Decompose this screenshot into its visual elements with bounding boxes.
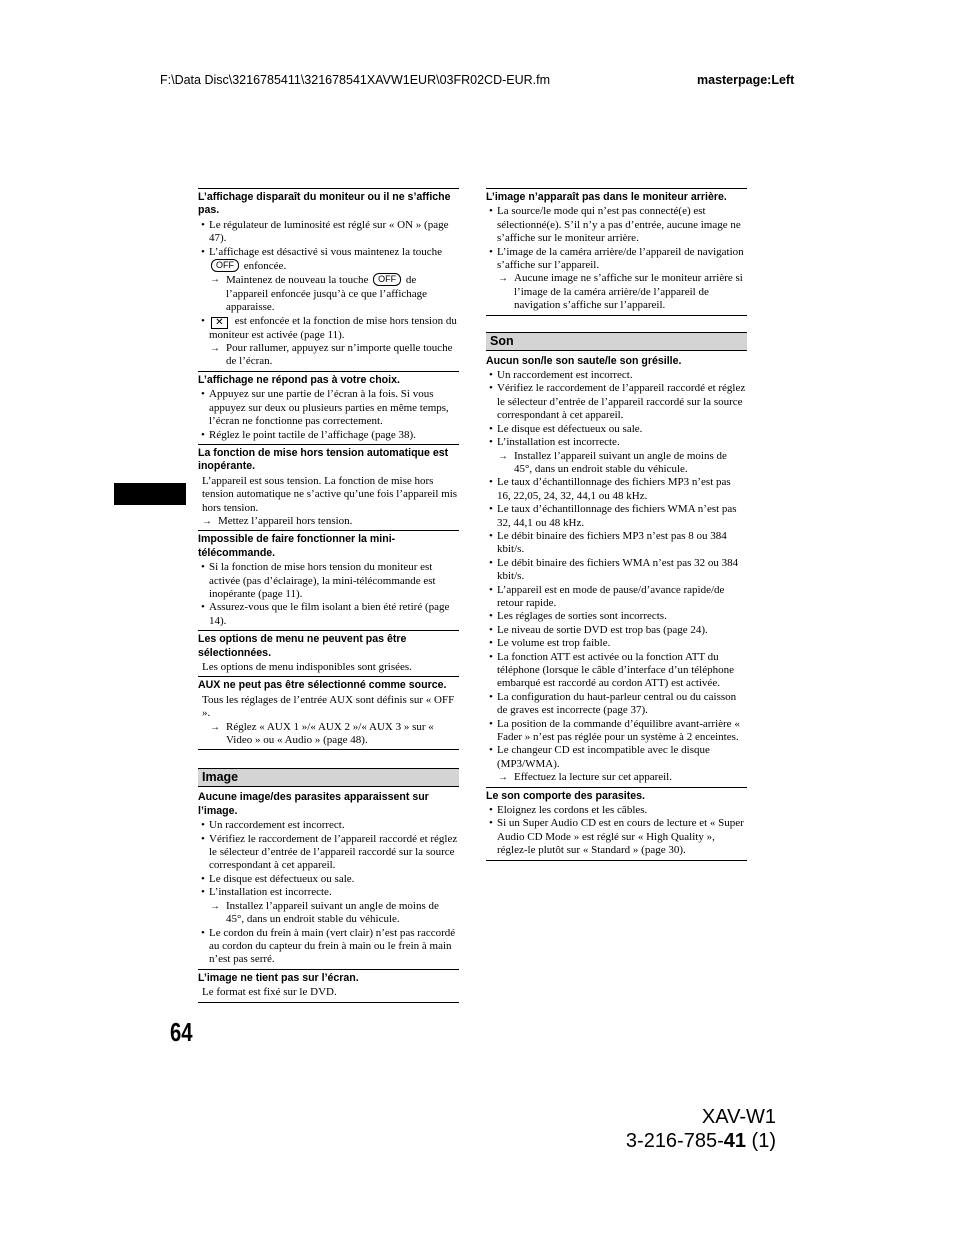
entry-title: L’image n’apparaît pas dans le moniteur arrière. <box>486 191 727 203</box>
list-item: • La configuration du haut-parleur central ou du caisson de graves est incorrecte (page 37). <box>486 691 747 718</box>
list-item: • L’installation est incorrecte. <box>486 436 747 449</box>
list-item: • L’appareil est en mode de pause/d’avance rapide/de retour rapide. <box>486 584 747 611</box>
arrow-item: → Aucune image ne s’affiche sur le moniteur arrière si l’image de la caméra arrière/de l’appareil de navigation s’affiche sur l’appareil. <box>486 272 747 312</box>
paragraph: Les options de menu indisponibles sont grisées. <box>202 661 412 673</box>
section-heading-image: Image <box>198 768 459 787</box>
item-text: Maintenez de nouveau la touche <box>226 274 369 287</box>
arrow-item <box>198 273 459 314</box>
arrow-item: → Mettez l’appareil hors tension. <box>198 515 459 528</box>
part-code-bold: 41 <box>723 1130 746 1152</box>
list-item: • Le niveau de sortie DVD est trop bas (page 24). <box>486 624 747 637</box>
list-item: • L’image de la caméra arrière/de l’appareil de navigation s’affiche sur l’appareil. <box>486 246 747 273</box>
list-item: • Si la fonction de mise hors tension du moniteur est activée (pas d’éclairage), la mini-télécommande est inopérante (page 11). <box>198 561 459 601</box>
arrow-item: → Réglez « AUX 1 »/« AUX 2 »/« AUX 3 » sur « Video » ou « Audio » (page 48). <box>198 721 459 748</box>
chapter-tab-marker <box>114 483 186 505</box>
entry-title: Aucune image/des parasites apparaissent sur l’image. <box>198 791 429 817</box>
list-item: • Les réglages de sorties sont incorrects. <box>486 610 747 623</box>
arrow-item: → Pour rallumer, appuyez sur n’importe quelle touche de l’écran. <box>198 342 459 369</box>
list-item: • Le volume est trop faible. <box>486 637 747 650</box>
list-item: • La fonction ATT est activée ou la fonction ATT du téléphone (lorsque le câble d’interface d’un téléphone embarqué est raccordé au cordon ATT) est activée. <box>486 651 747 691</box>
model-name: XAV-W1 <box>701 1106 776 1128</box>
list-item: • Vérifiez le raccordement de l’appareil raccordé et réglez le sélecteur d’entrée de l’appareil raccordé sur la source correspondant à cet appareil. <box>486 382 747 422</box>
entry-title: L’affichage disparaît du moniteur ou il ne s’affiche pas. <box>198 191 451 217</box>
troubleshoot-entry <box>198 530 459 630</box>
paragraph: Tous les réglages de l’entrée AUX sont définis sur « OFF ». <box>202 693 455 720</box>
list-item: • Un raccordement est incorrect. <box>486 369 747 382</box>
right-column <box>486 188 747 861</box>
troubleshoot-entry <box>198 969 459 1003</box>
entry-title: L’image ne tient pas sur l’écran. <box>198 971 359 984</box>
entry-title: L’affichage ne répond pas à votre choix. <box>198 373 400 386</box>
list-item: • Un raccordement est incorrect. <box>198 819 459 832</box>
entry-title: Aucun son/le son saute/le son grésille. <box>486 354 682 367</box>
list-item: • La position de la commande d’équilibre avant-arrière « Fader » n’est pas réglée pour un système à 2 enceintes. <box>486 718 747 745</box>
list-item: • Eloignez les cordons et les câbles. <box>486 804 747 817</box>
list-item: • Le disque est défectueux ou sale. <box>486 423 747 436</box>
list-item: • Le régulateur de luminosité est réglé sur « ON » (page 47). <box>198 219 459 246</box>
paragraph: L’appareil est sous tension. La fonction de mise hors tension automatique ne s’active qu’une fois l’appareil mis hors tension. <box>202 474 458 514</box>
entry-title: La fonction de mise hors tension automatique est inopérante. <box>198 446 449 473</box>
troubleshoot-entry <box>486 787 747 861</box>
troubleshoot-entry <box>198 371 459 444</box>
list-item: • Le disque est défectueux ou sale. <box>198 873 459 886</box>
arrow-item: → Installez l’appareil suivant un angle de moins de 45°, dans un endroit stable du véhicule. <box>486 450 747 477</box>
troubleshoot-entry <box>198 188 459 371</box>
close-x-icon: ✕ <box>211 317 228 329</box>
list-item: • Le débit binaire des fichiers MP3 n’est pas 8 ou 384 kbit/s. <box>486 530 747 557</box>
header-masterpage: masterpage:Left <box>697 73 795 87</box>
troubleshoot-entry <box>486 353 747 787</box>
list-item: • Si un Super Audio CD est en cours de lecture et « Super Audio CD Mode » est réglé sur « High Quality », réglez-le plutôt sur « Standard » (page 30). <box>486 817 747 857</box>
troubleshoot-entry <box>198 676 459 750</box>
list-item: • Le taux d’échantillonnage des fichiers WMA n’est pas 32, 44,1 ou 48 kHz. <box>486 503 747 530</box>
list-item: • La source/le mode qui n’est pas connecté(e) est sélectionné(e). S’il n’y a pas d’entrée, aucune image ne s’affiche sur le moniteur arrière. <box>486 205 747 245</box>
list-item: • Vérifiez le raccordement de l’appareil raccordé et réglez le sélecteur d’entrée de l’appareil raccordé sur la source correspondant à cet appareil. <box>198 833 459 873</box>
off-key-icon: OFF <box>373 273 401 286</box>
list-item: • L’installation est incorrecte. <box>198 886 459 899</box>
list-item <box>198 315 459 342</box>
left-column <box>198 188 459 1003</box>
item-text: L’affichage est désactivé si vous maintenez la touche <box>209 245 443 258</box>
off-key-icon: OFF <box>211 259 239 272</box>
list-item: • Réglez le point tactile de l’affichage (page 38). <box>198 429 459 442</box>
list-item <box>198 246 459 274</box>
troubleshoot-entry <box>198 789 459 968</box>
item-text: est enfoncée et la fonction de mise hors tension du moniteur est activée (page 11). <box>209 314 457 341</box>
part-code <box>626 1129 776 1153</box>
item-text: de l’appareil enfoncée jusqu’à ce que l’affichage apparaisse. <box>226 274 428 314</box>
entry-title: Impossible de faire fonctionner la mini-télécommande. <box>198 533 396 559</box>
troubleshoot-entry <box>198 630 459 676</box>
section-heading-son: Son <box>486 332 747 351</box>
entry-title: AUX ne peut pas être sélectionné comme source. <box>198 679 447 692</box>
header-file-path: F:\Data Disc\3216785411\321678541XAVW1EUR\03FR02CD-EUR.fm <box>160 73 551 87</box>
list-item: • Assurez-vous que le film isolant a bien été retiré (page 14). <box>198 601 459 628</box>
list-item: • Le taux d’échantillonnage des fichiers MP3 n’est pas 16, 22,05, 24, 32, 44,1 ou 48 kHz. <box>486 476 747 503</box>
list-item: • Le cordon du frein à main (vert clair) n’est pas raccordé au cordon du capteur du frein à main ou le frein à main n’est pas serré. <box>198 927 459 967</box>
list-item: • Le débit binaire des fichiers WMA n’est pas 32 ou 384 kbit/s. <box>486 557 747 584</box>
model-info <box>626 1105 776 1153</box>
page-number: 64 <box>170 1017 193 1047</box>
arrow-item: → Effectuez la lecture sur cet appareil. <box>486 771 747 784</box>
entry-title: Les options de menu ne peuvent pas être sélectionnées. <box>198 633 407 659</box>
item-text: enfoncée. <box>243 260 287 273</box>
paragraph: Le format est fixé sur le DVD. <box>202 986 337 999</box>
entry-title: Le son comporte des parasites. <box>486 789 645 802</box>
part-code-suffix: (1) <box>746 1130 776 1152</box>
troubleshoot-entry <box>486 188 747 316</box>
list-item: • Appuyez sur une partie de l’écran à la fois. Si vous appuyez sur deux ou plusieurs parties en même temps, l’écran ne fonctionne pas correctement. <box>198 388 459 428</box>
list-item: • Le changeur CD est incompatible avec le disque (MP3/WMA). <box>486 744 747 771</box>
troubleshoot-entry <box>198 444 459 530</box>
part-code-prefix: 3-216-785- <box>625 1130 724 1152</box>
arrow-item: → Installez l’appareil suivant un angle de moins de 45°, dans un endroit stable du véhicule. <box>198 900 459 927</box>
